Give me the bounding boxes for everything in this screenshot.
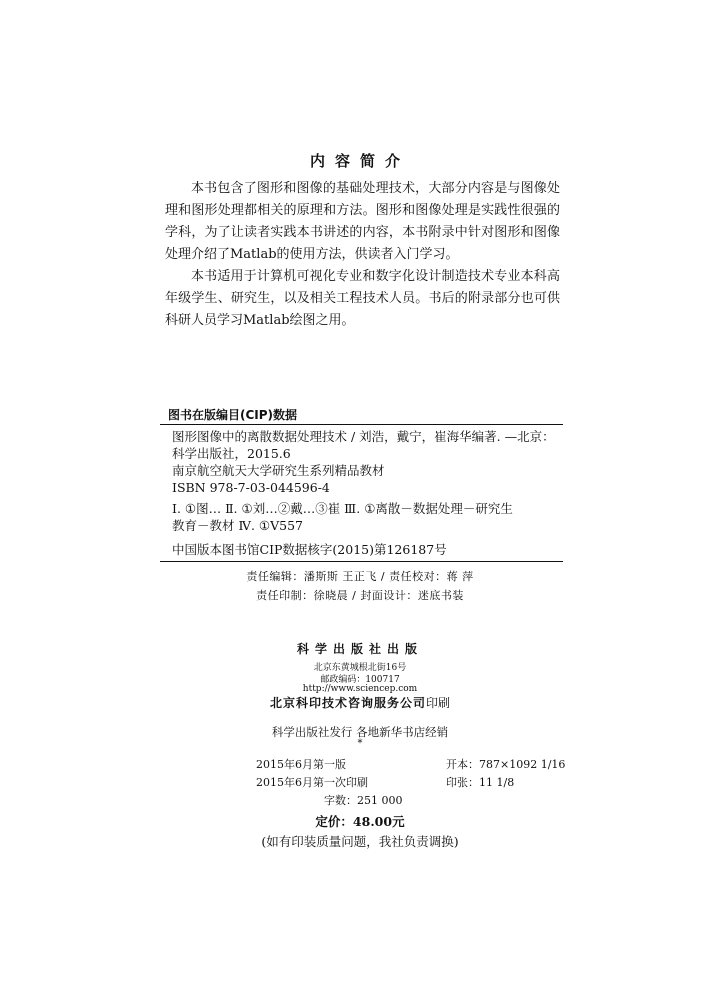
printer-line xyxy=(0,694,720,711)
intro-paragraph-1: 本书包含了图形和图像的基础处理技术，大部分内容是与图像处理和图形处理都相关的原理和方法。图形和图像处理是实践性很强的学科，为了让读者实践本书讲述的内容，本书附录中针对图形和图像处理介绍了Matlab的使用方法，供读者入门学习。 xyxy=(165,181,560,262)
publisher-address: 北京东黄城根北街16号 xyxy=(313,663,407,673)
cip-line: 南京航空航天大学研究生系列精品教材 xyxy=(172,463,385,478)
cip-line: ISBN 978-7-03-044596-4 xyxy=(172,480,330,495)
spec-edition: 2015年6月第一版 xyxy=(256,758,346,771)
credits-line-2: 责任印制：徐晓晨 / 封面设计：迷底书装 xyxy=(256,589,464,602)
spec-row-1 xyxy=(256,756,565,772)
distribution: 科学出版社发行 各地新华书店经销 xyxy=(271,725,449,739)
spec-format: 开本：787×1092 1/16 xyxy=(446,758,566,771)
cip-class-line: Ⅰ. ①图… Ⅱ. ①刘…②戴…③崔 Ⅲ. ①离散－数据处理－研究生 xyxy=(172,501,513,516)
cip-record: 中国版本图书馆CIP数据核字(2015)第126187号 xyxy=(172,542,447,557)
printer-name: 北京科印技术咨询服务公司 xyxy=(269,696,426,710)
cip-line: 科学出版社，2015.6 xyxy=(172,446,291,461)
intro-paragraph-2: 本书适用于计算机可视化专业和数字化设计制造技术专业本科高年级学生、研究生，以及相关工程技术人员。书后的附录部分也可供科研人员学习Matlab绘图之用。 xyxy=(165,269,560,328)
cip-top-rule xyxy=(160,424,563,425)
credits-line-1: 责任编辑：潘斯斯 王正飞 / 责任校对：蒋 萍 xyxy=(246,570,474,583)
price: 定价：48.00元 xyxy=(315,814,405,829)
cip-catalog xyxy=(172,428,562,496)
cip-class-line: 教育－教材 Ⅳ. ①V557 xyxy=(172,518,303,533)
publisher-url: http://www.sciencep.com xyxy=(302,684,418,694)
cip-bottom-rule xyxy=(160,561,563,562)
cip-classification xyxy=(172,500,562,534)
intro-body xyxy=(165,178,560,332)
separator-star: * xyxy=(357,738,363,749)
quality-note: (如有印装质量问题，我社负责调换) xyxy=(261,834,459,849)
publisher-name: 科学出版社出版 xyxy=(296,642,423,656)
spec-sheets: 印张：11 1/8 xyxy=(446,776,515,789)
spec-printing: 2015年6月第一次印刷 xyxy=(256,776,368,789)
printer-suffix: 印刷 xyxy=(426,696,451,710)
publisher-postcode: 邮政编码：100717 xyxy=(320,675,400,685)
intro-title: 内容简介 xyxy=(309,152,410,170)
cip-line: 图形图像中的离散数据处理技术 / 刘浩，戴宁，崔海华编著. —北京： xyxy=(172,429,555,444)
spec-row-2 xyxy=(256,774,514,790)
cip-heading: 图书在版编目(CIP)数据 xyxy=(168,408,298,422)
spec-words: 字数：251 000 xyxy=(324,794,403,807)
